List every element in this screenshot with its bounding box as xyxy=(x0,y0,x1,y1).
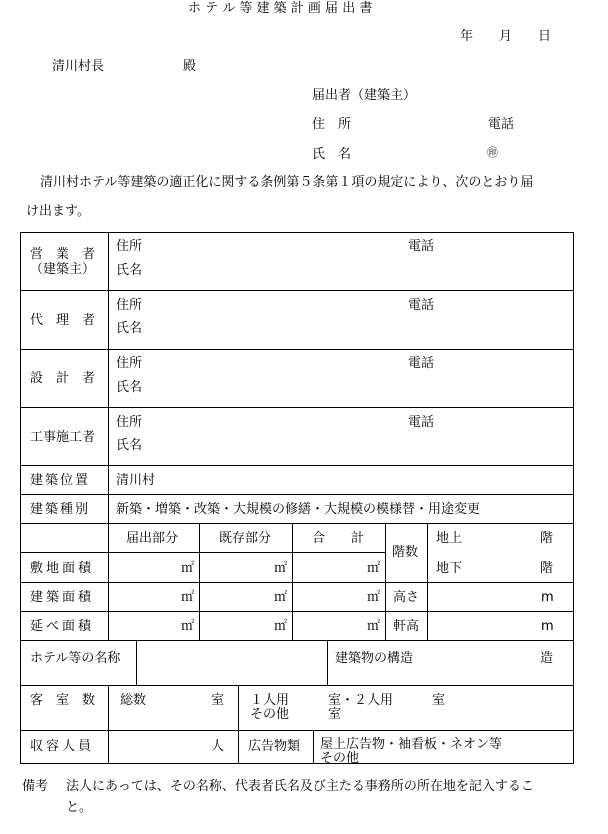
col-apply-header: 届出部分 xyxy=(126,531,179,546)
submitter-name-label: 氏 名 xyxy=(312,147,352,162)
structure-label: 建築物の構造 xyxy=(335,651,414,666)
floor-area-total-unit: ㎡ xyxy=(367,619,381,634)
contractor-label: 工事施工者 xyxy=(30,430,96,445)
building-area-apply-unit: ㎡ xyxy=(181,590,195,605)
site-area-existing-unit: ㎡ xyxy=(274,561,288,576)
rooms-total-unit: 室 xyxy=(211,693,225,708)
ads-value-line-1: 屋上広告物・袖看板・ネオン等 xyxy=(320,737,503,752)
type-value: 新築・増築・改築・大規模の修繕・大規模の模様替・用途変更 xyxy=(116,502,481,517)
floors-above-label: 地上 xyxy=(436,531,463,546)
operator-label: 営 業 者 xyxy=(30,247,96,262)
operator-name-label: 氏名 xyxy=(116,263,143,278)
site-area-label: 敷地面積 xyxy=(30,561,95,576)
agent-address-label: 住所 xyxy=(116,298,143,313)
rooms-total-label: 総数 xyxy=(120,693,147,708)
col-total-header: 合 計 xyxy=(312,531,365,546)
site-area-total-unit: ㎡ xyxy=(367,561,381,576)
rooms-label: 客 室 数 xyxy=(30,693,96,708)
location-value: 清川村 xyxy=(116,473,156,488)
rooms-detail-line-1: １人用 室・２人用 室 xyxy=(250,693,446,708)
addressee: 清川村長 xyxy=(52,59,105,74)
seal-icon: ㊞ xyxy=(487,146,498,159)
floors-label: 階数 xyxy=(392,545,419,560)
operator-phone-label: 電話 xyxy=(408,239,435,254)
floor-area-existing-unit: ㎡ xyxy=(274,619,288,634)
contractor-address-label: 住所 xyxy=(116,415,143,430)
agent-phone-label: 電話 xyxy=(408,298,435,313)
intro-line-2: け出ます。 xyxy=(26,204,90,219)
operator-address-label: 住所 xyxy=(116,239,143,254)
contractor-name-label: 氏名 xyxy=(116,438,143,453)
capacity-label: 収容人員 xyxy=(30,739,95,754)
eave-label: 軒高 xyxy=(393,619,420,634)
ads-value-line-2: その他 xyxy=(320,751,360,766)
note-label: 備考 xyxy=(22,779,49,794)
operator-label-sub: （建築主） xyxy=(30,262,96,277)
ads-label: 広告物類 xyxy=(248,739,301,754)
submitter-address-label: 住 所 xyxy=(312,117,352,132)
agent-name-label: 氏名 xyxy=(116,321,143,336)
document-title: ホ テ ル 等 建 築 計 画 届 出 書 xyxy=(188,1,373,16)
designer-name-label: 氏名 xyxy=(116,380,143,395)
floors-below-unit: 階 xyxy=(540,561,554,576)
agent-label: 代 理 者 xyxy=(30,313,96,328)
location-label: 建築位置 xyxy=(30,473,91,488)
building-area-existing-unit: ㎡ xyxy=(274,590,288,605)
rooms-detail-line-2: その他 室 xyxy=(250,707,342,722)
type-label: 建築種別 xyxy=(30,502,91,517)
height-label: 高さ xyxy=(393,590,420,605)
note-text-line-1: 法人にあっては、その名称、代表者氏名及び主たる事務所の所在地を記入するこ xyxy=(66,779,534,794)
floors-above-unit: 階 xyxy=(540,531,554,546)
capacity-unit: 人 xyxy=(211,739,225,754)
designer-label: 設 計 者 xyxy=(30,371,96,386)
structure-unit: 造 xyxy=(540,651,554,666)
honorific: 殿 xyxy=(183,59,197,74)
floor-area-apply-unit: ㎡ xyxy=(181,619,195,634)
designer-phone-label: 電話 xyxy=(408,356,435,371)
site-area-apply-unit: ㎡ xyxy=(181,561,195,576)
designer-address-label: 住所 xyxy=(116,356,143,371)
col-existing-header: 既存部分 xyxy=(219,531,272,546)
date-field: 年 月 日 xyxy=(460,29,552,44)
floor-area-label: 延べ面積 xyxy=(30,619,95,634)
height-unit: m xyxy=(541,590,554,605)
submitter-phone-label: 電話 xyxy=(488,117,515,132)
intro-line-1: 清川村ホテル等建築の適正化に関する条例第５条第１項の規定により、次のとおり届 xyxy=(40,175,534,190)
floors-below-label: 地下 xyxy=(436,561,463,576)
eave-unit: m xyxy=(541,619,554,634)
building-area-label: 建築面積 xyxy=(30,590,95,605)
hotel-name-label: ホテル等の名称 xyxy=(30,651,121,666)
submitter-label: 届出者（建築主） xyxy=(312,88,417,103)
contractor-phone-label: 電話 xyxy=(408,415,435,430)
building-area-total-unit: ㎡ xyxy=(367,590,381,605)
note-text-line-2: と。 xyxy=(66,800,93,815)
